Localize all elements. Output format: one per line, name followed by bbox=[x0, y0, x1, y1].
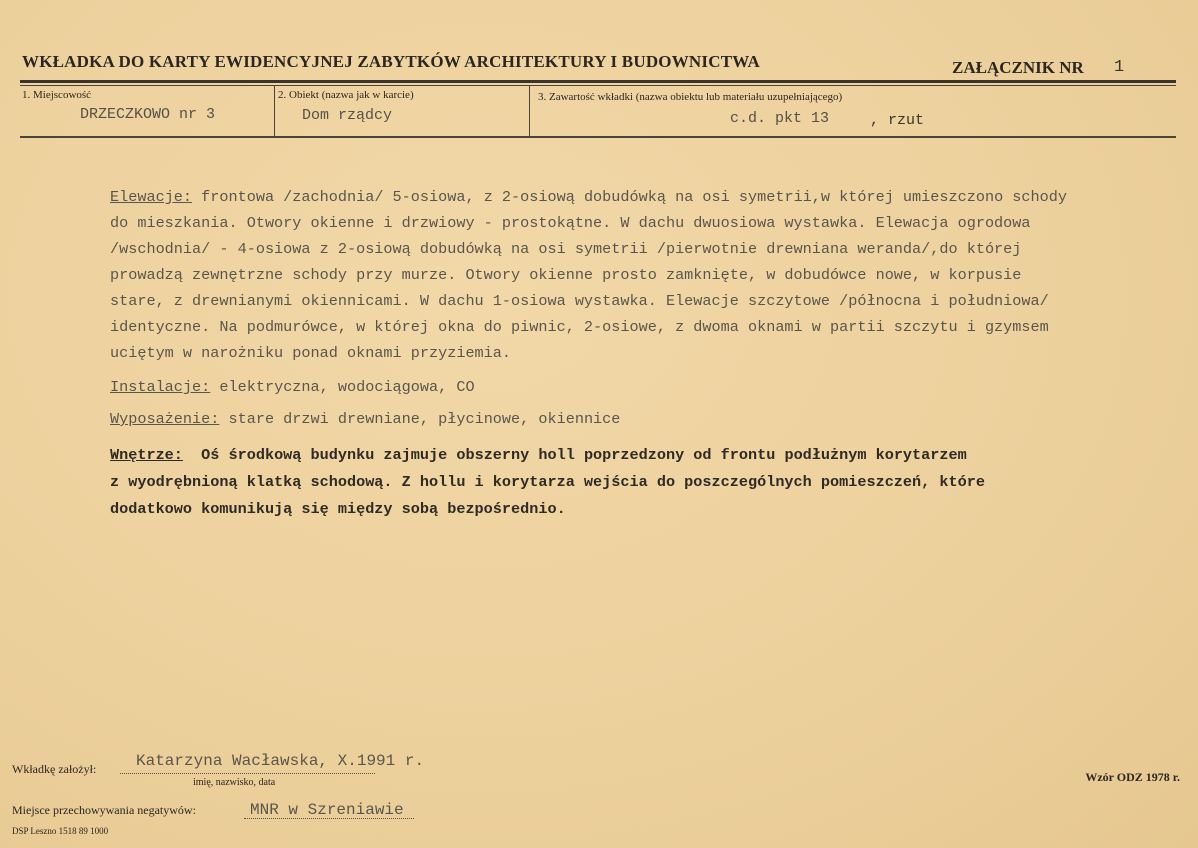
header-rule bbox=[20, 80, 1176, 83]
elewacje-line: /wschodnia/ - 4-osiowa z 2-osiową dobudówką na osi symetrii /pierwotnie drewniana weranda/,do której bbox=[110, 240, 1022, 258]
print-code: DSP Leszno 1518 89 1000 bbox=[12, 826, 109, 836]
elewacje-line: do mieszkania. Otwory okienne i drzwiowy - prostokątne. W dachu dwuosiowa wystawka. Elewacja ogrodowa bbox=[110, 214, 1031, 232]
zawartosc-label: 3. Zawartość wkładki (nazwa obiektu lub materiału uzupełniającego) bbox=[538, 91, 843, 103]
wyposazenie-label: Wyposażenie: bbox=[110, 410, 220, 428]
wyposazenie-section bbox=[110, 406, 1180, 432]
card-title: WKŁADKA DO KARTY EWIDENCYJNEJ ZABYTKÓW ARCHITEKTURY I BUDOWNICTWA bbox=[22, 52, 761, 71]
negatywy-underline bbox=[244, 818, 414, 819]
zalacznik-label: ZAŁĄCZNIK NR bbox=[952, 58, 1084, 77]
instalacje-value: elektryczna, wodociągowa, CO bbox=[219, 378, 475, 396]
zawartosc-suffix: , rzut bbox=[870, 112, 925, 129]
field-divider-1 bbox=[274, 86, 275, 136]
elewacje-label: Elewacje: bbox=[110, 188, 193, 206]
wnetrze-line: dodatkowo komunikują się między sobą bezpośrednio. bbox=[110, 500, 566, 518]
miejscowosc-value: DRZECZKOWO nr 3 bbox=[80, 106, 216, 123]
wnetrze-line: z wyodrębnioną klatką schodową. Z hollu i korytarza wejścia do poszczególnych pomieszczeń, które bbox=[110, 473, 985, 491]
zalozyl-underline bbox=[120, 773, 375, 774]
elewacje-line: uciętym w narożniku ponad oknami przyziemia. bbox=[110, 344, 512, 362]
field-divider-2 bbox=[529, 86, 530, 136]
negatywy-label: Miejsce przechowywania negatywów: bbox=[12, 803, 196, 817]
obiekt-label: 2. Obiekt (nazwa jak w karcie) bbox=[278, 89, 414, 101]
header-rule-secondary bbox=[20, 85, 1176, 86]
zalozyl-caption: imię, nazwisko, data bbox=[193, 777, 276, 788]
wnetrze-section bbox=[110, 442, 1110, 523]
miejscowosc-label: 1. Miejscowość bbox=[22, 89, 92, 101]
elewacje-line: frontowa /zachodnia/ 5-osiowa, z 2-osiową dobudówką na osi symetrii,w której umieszczono schody bbox=[201, 188, 1067, 206]
fields-bottom-rule bbox=[20, 136, 1176, 138]
zawartosc-value: c.d. pkt 13 bbox=[730, 110, 830, 127]
zalozyl-label: Wkładkę założył: bbox=[12, 762, 97, 776]
negatywy-value: MNR w Szreniawie bbox=[250, 801, 404, 819]
wnetrze-label: Wnętrze: bbox=[110, 446, 183, 464]
elewacje-line: identyczne. Na podmurówce, w której okna do piwnic, 2-osiowe, z dwoma oknami w partii szczytu i gzymsem bbox=[110, 318, 1049, 336]
zalozyl-value: Katarzyna Wacławska, X.1991 r. bbox=[136, 752, 425, 770]
elewacje-section bbox=[110, 184, 1180, 366]
obiekt-value: Dom rządcy bbox=[302, 107, 393, 124]
wyposazenie-value: stare drzwi drewniane, płycinowe, okiennice bbox=[228, 410, 621, 428]
instalacje-section bbox=[110, 374, 1180, 400]
instalacje-label: Instalacje: bbox=[110, 378, 211, 396]
elewacje-line: stare, z drewnianymi okiennicami. W dachu 1-osiowa wystawka. Elewacje szczytowe /północna i południowa/ bbox=[110, 292, 1049, 310]
zalacznik-number: 1 bbox=[1114, 58, 1125, 77]
wnetrze-line: Oś środkową budynku zajmuje obszerny holl poprzedzony od frontu podłużnym korytarzem bbox=[201, 446, 967, 464]
form-template-code: Wzór ODZ 1978 r. bbox=[1085, 770, 1180, 784]
elewacje-line: prowadzą zewnętrzne schody przy murze. Otwory okienne prosto zamknięte, w dobudówce nowe, w korpusie bbox=[110, 266, 1022, 284]
